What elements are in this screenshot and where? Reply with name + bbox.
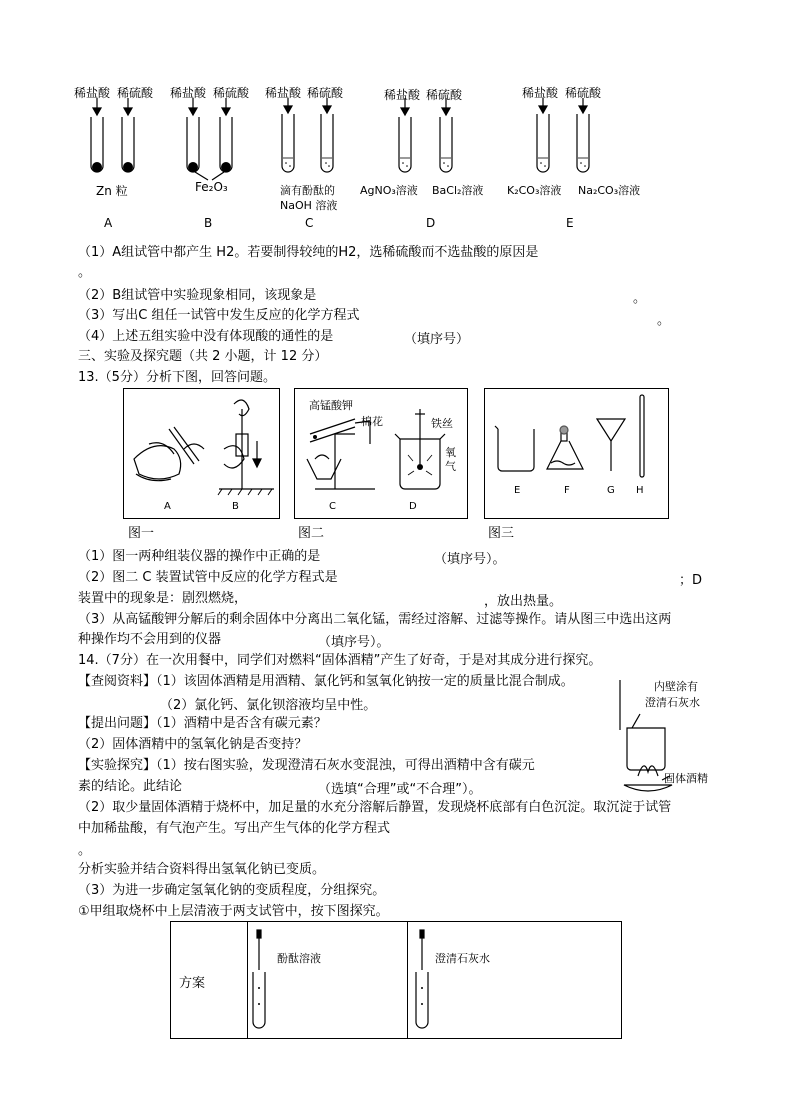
label-h2so4-d: 稀硫酸 [426, 88, 463, 102]
fig2-label-c: C [329, 501, 336, 512]
q12-p3-end: 。 [657, 313, 671, 328]
table-row-header: 方案 [179, 976, 206, 991]
fig1-label-a: A [164, 501, 171, 512]
label-h2so4-e: 稀硫酸 [565, 86, 602, 100]
fig3-label-f: F [564, 485, 570, 496]
group-label-a: A [104, 216, 113, 230]
table-col2-reagent: 澄清石灰水 [435, 952, 490, 965]
label-h2so4-c: 稀硫酸 [307, 86, 344, 100]
q14-info-2: （2）氯化钙、氯化钡溶液均呈中性。 [160, 698, 377, 713]
dropper-tubes-drawing [171, 922, 621, 1038]
q13-p3: （3）从高锰酸钾分解后的剩余固体中分离出二氧化锰，需经过溶解、过滤等操作。请从图三中选出这两 [78, 612, 672, 627]
q12-p2: （2）B组试管中实验现象相同，该现象是 [78, 288, 317, 303]
fig2-oxygen-label: 氧 气 [445, 446, 456, 473]
group-label-d: D [426, 216, 436, 230]
q14-explore-2: （2）取少量固体酒精于烧杯中，加足量的水充分溶解后静置，发现烧杯底部有白色沉淀。取沉淀于试管 [78, 800, 672, 815]
figure-1 [123, 388, 280, 519]
fig3-label-e: E [514, 485, 521, 496]
label-hcl-d: 稀盐酸 [384, 88, 421, 102]
section-3-heading: 三、实验及探究题（共 2 小题，计 12 分） [78, 349, 328, 364]
side-fig-label-2: 澄清石灰水 [645, 696, 700, 709]
fig3-label-h: H [636, 485, 644, 496]
fig3-caption: 图三 [488, 526, 515, 541]
reagent-a: Zn 粒 [96, 184, 128, 198]
fig3-label-g: G [607, 485, 615, 496]
label-h2so4-a: 稀硫酸 [117, 86, 154, 100]
q12-p4-hint: （填序号） [404, 332, 470, 347]
q13-p3b-hint: （填序号）。 [318, 635, 390, 650]
q14-analysis: 分析实验并结合资料得出氢氧化钠已变质。 [78, 862, 326, 877]
q14-title: 14.（7分）在一次用餐中，同学们对燃料“固体酒精”产生了好奇，于是对其成分进行探究。 [78, 653, 602, 668]
q12-p1-end: 。 [78, 265, 92, 280]
q12-p1: （1）A组试管中都产生 H2。若要制得较纯的H2，选稀硫酸而不选盐酸的原因是 [78, 245, 539, 260]
figure-3 [484, 388, 669, 519]
figure-2 [294, 388, 468, 519]
fig1-label-b: B [232, 501, 239, 512]
q14-question-text-1: （1）酒精中是否含有碳元素？ [156, 716, 327, 731]
reagent-c-line2: NaOH 溶液 [280, 199, 338, 212]
label-hcl-a: 稀盐酸 [74, 86, 111, 100]
label-hcl-c: 稀盐酸 [265, 86, 302, 100]
q13-p1-hint: （填序号）。 [434, 552, 506, 567]
group-label-e: E [566, 216, 574, 230]
group-label-c: C [305, 216, 314, 230]
side-fig-label-3: 固体酒精 [664, 772, 708, 785]
label-hcl-b: 稀盐酸 [170, 86, 207, 100]
reagent-d1: AgNO₃溶液 [360, 184, 418, 197]
q13-p3b: 种操作均不会用到的仪器 [78, 632, 222, 647]
side-fig-label-1: 内壁涂有 [654, 680, 698, 693]
q12-p3: （3）写出C 组任一试管中发生反应的化学方程式 [78, 308, 360, 323]
table-col1-reagent: 酚酞溶液 [277, 952, 321, 965]
q14-question-2: （2）固体酒精中的氢氧化钠是否变持？ [78, 737, 308, 752]
reagent-b: Fe₂O₃ [195, 180, 228, 194]
q14-question-tag: 【提出问题】 [78, 716, 157, 731]
q14-question-1 [78, 715, 327, 733]
q14-info-tag: 【查阅资料】 [78, 674, 157, 689]
reagent-c-line1: 滴有酚酞的 [280, 184, 335, 197]
plan-table [170, 921, 622, 1039]
fig1-caption: 图一 [128, 526, 155, 541]
reagent-e2: Na₂CO₃溶液 [578, 184, 641, 197]
q14-explore-2b: 中加稀盐酸，有气泡产生。写出产生气体的化学方程式 [78, 821, 391, 836]
q14-explore-2c: 。 [78, 843, 92, 858]
fig2-cotton-label: 棉花 [361, 415, 383, 428]
beaker-over-flame-drawing [610, 680, 720, 810]
reagent-d2: BaCl₂溶液 [432, 184, 484, 197]
q13-title: 13.（5分）分析下图，回答问题。 [78, 370, 276, 385]
q12-p4: （4）上述五组实验中没有体现酸的通性的是 [78, 329, 334, 344]
q14-explore-1 [78, 757, 535, 775]
q13-p2b-end: ，放出热量。 [484, 594, 563, 609]
group-label-b: B [204, 216, 213, 230]
fig2-iron-wire-label: 铁丝 [431, 417, 453, 430]
q13-p1: （1）图一两种组装仪器的操作中正确的是 [78, 549, 321, 564]
fig2-label-d: D [409, 501, 417, 512]
q13-p2: （2）图二 C 装置试管中反应的化学方程式是 [78, 570, 338, 585]
q14-info-1 [78, 673, 574, 691]
q14-explore-3: （3）为进一步确定氢氧化钠的变质程度，分组探究。 [78, 883, 386, 898]
q14-explore-1b-hint: （选填“合理”或“不合理”）。 [318, 782, 482, 797]
label-h2so4-b: 稀硫酸 [213, 86, 250, 100]
glassware-assembly-drawing [124, 389, 279, 518]
q14-explore-1b: 素的结论。此结论 [78, 779, 183, 794]
reagent-e1: K₂CO₃溶液 [507, 184, 562, 197]
q14-info-text-1: （1）该固体酒精是用酒精、氯化钙和氢氧化钠按一定的质量比混合制成。 [156, 674, 574, 689]
q14-explore-text-1: （1）按右图实验，发现澄清石灰水变混浊，可得出酒精中含有碳元 [156, 758, 535, 773]
q13-p2b: 装置中的现象是：剧烈燃烧， [78, 591, 248, 606]
q12-p2-end: 。 [633, 291, 647, 306]
lab-glassware-drawing [485, 389, 668, 518]
fig2-kmno4-label: 高锰酸钾 [309, 399, 353, 412]
label-hcl-e: 稀盐酸 [522, 86, 559, 100]
q14-explore-3a: ①甲组取烧杯中上层清液于两支试管中，按下图探究。 [78, 904, 389, 919]
fig2-caption: 图二 [298, 526, 325, 541]
q14-explore-tag: 【实验探究】 [78, 758, 157, 773]
q13-p2-end: ；D [679, 573, 703, 588]
